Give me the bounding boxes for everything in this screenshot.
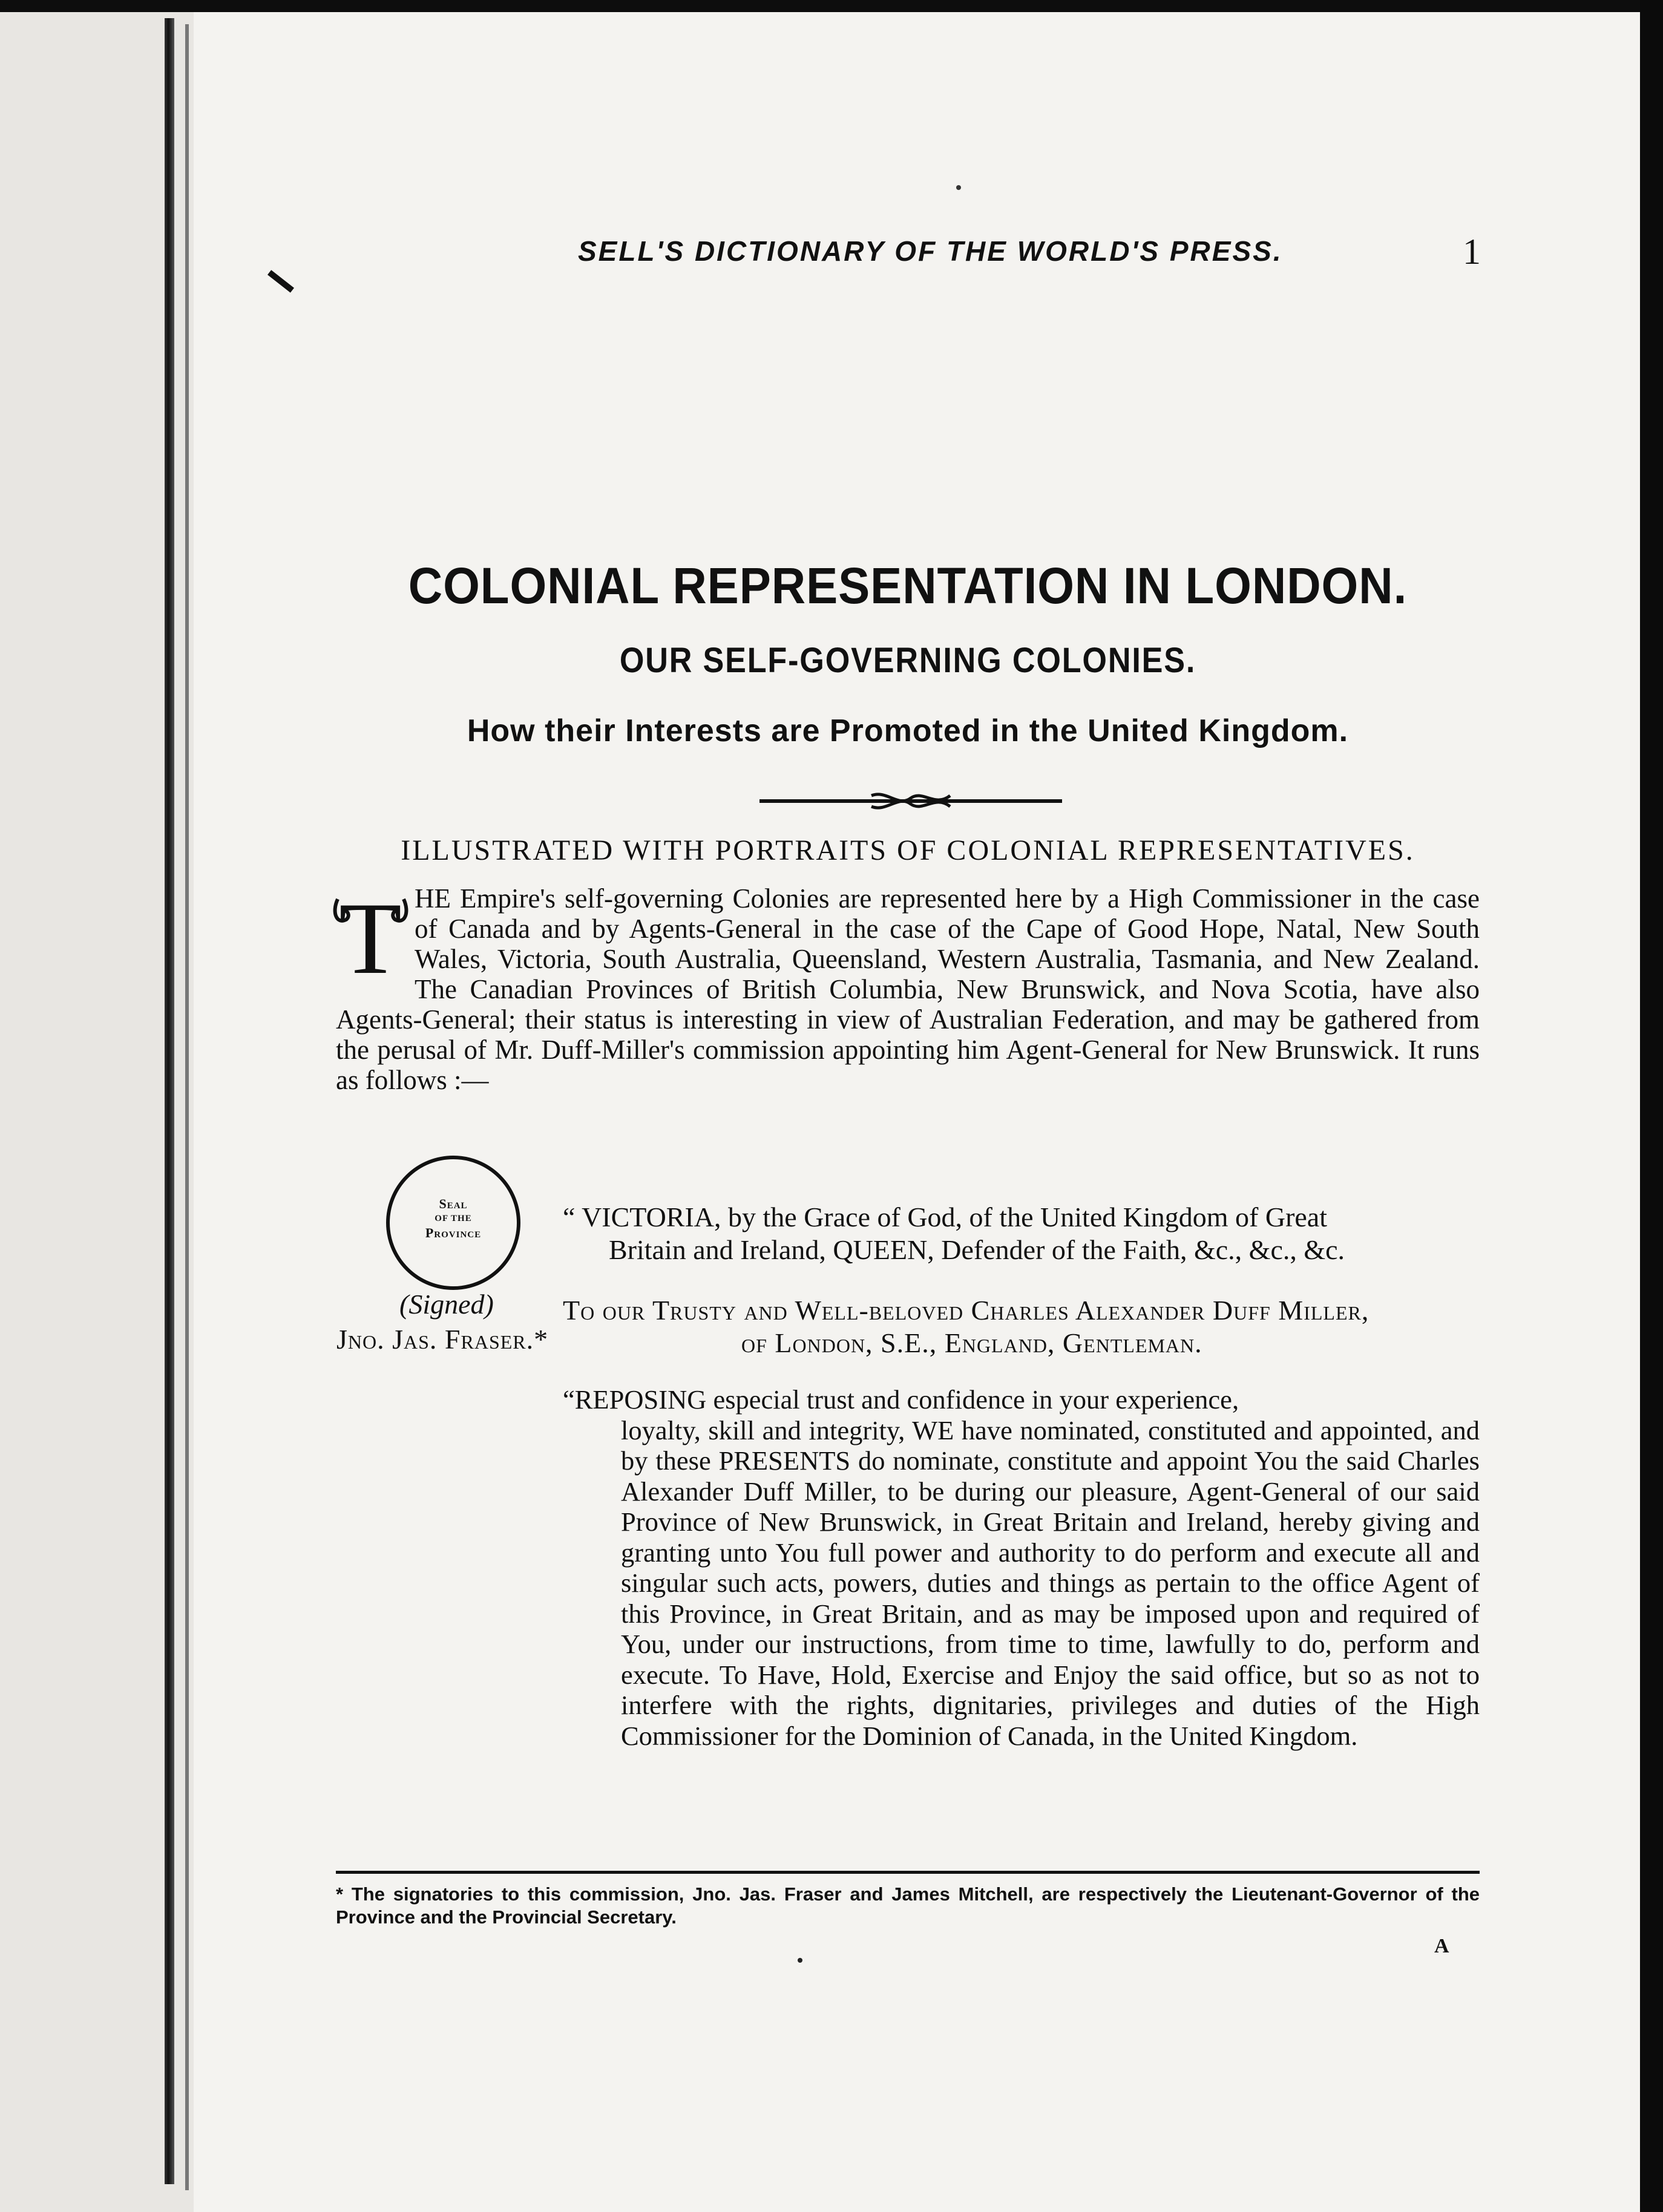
commission-text xyxy=(563,1384,1480,1751)
drop-cap-letter: T xyxy=(339,888,402,985)
section-subtitle: How their Interests are Promoted in the United Kingdom. xyxy=(467,713,1349,748)
page-number: 1 xyxy=(1463,232,1481,272)
scan-speck xyxy=(956,185,961,190)
signer-name: Jno. Jas. Fraser.* xyxy=(336,1324,549,1355)
footnote-rule xyxy=(336,1871,1480,1874)
commission-opening: “REPOSING especial trust and confidence in your experience, xyxy=(563,1384,1239,1415)
intro-paragraph xyxy=(336,883,1480,1095)
province-seal xyxy=(386,1156,520,1290)
document-page xyxy=(194,12,1640,2212)
scan-right-edge xyxy=(1640,0,1663,2212)
seal-line: Seal xyxy=(439,1196,468,1211)
seal-line: Province xyxy=(425,1225,482,1240)
binding-edge xyxy=(165,18,174,2184)
footnote: * The signatories to this commission, Jno. Jas. Fraser and James Mitchell, are respectively the Lieutenant-Governor of the Province and the Provincial Secretary. xyxy=(336,1883,1480,1928)
proclamation-line: “ VICTORIA, by the Grace of God, of the United Kingdom of Great xyxy=(563,1202,1328,1232)
proclamation-line: Britain and Ireland, QUEEN, Defender of the Faith, &c., &c., &c. xyxy=(609,1234,1345,1265)
ornament-rule xyxy=(759,790,1062,814)
illustration-note: ILLUSTRATED WITH PORTRAITS OF COLONIAL REPRESENTATIVES. xyxy=(401,834,1415,866)
addressee-line: of London, S.E., England, Gentleman. xyxy=(741,1327,1202,1358)
scan-speck xyxy=(798,1958,802,1963)
binding-shadow xyxy=(185,24,189,2190)
scan-top-edge xyxy=(0,0,1663,12)
main-title: COLONIAL REPRESENTATION IN LONDON. xyxy=(408,557,1408,614)
seal-line: OF THE xyxy=(435,1214,472,1223)
running-header xyxy=(578,232,1486,277)
signature-mark: A xyxy=(1434,1935,1449,1957)
sub-title: OUR SELF-GOVERNING COLONIES. xyxy=(619,641,1196,680)
commission-body: loyalty, skill and integrity, WE have nominated, constituted and appointed, and by these PRESENTS do nominate, constitute and appoint You the said Charles Alexander Duff Miller, to be during our pleasure, Agent-General of our said Province of New Brunswick, in Great Britain and Ireland, hereby giving and granting unto You full power and authority to do perform and execute all and singular such acts, powers, duties and things as pertain to the office Agent of this Province, in Great Britain, and as may be imposed upon and required of You, under our instructions, from time to time, lawfully to do, perform and execute. To Have, Hold, Exercise and Enjoy the said office, but so as not to interfere with the rights, dignitaries, privileges and duties of the High Commissioner for the Dominion of Canada, in the United Kingdom. xyxy=(621,1415,1480,1751)
signed-label: (Signed) xyxy=(399,1289,494,1320)
addressee-line: To our Trusty and Well-beloved Charles Alexander Duff Miller, xyxy=(563,1295,1369,1326)
running-title: SELL'S DICTIONARY OF THE WORLD'S PRESS. xyxy=(578,235,1283,267)
intro-text: HE Empire's self-governing Colonies are represented here by a High Commissioner in the case of Canada and by Agents-General in the case of the Cape of Good Hope, Natal, New South Wales, Victoria, South Australia, Queensland, Western Australia, Tasmania, and New Zealand. The Canadian Provinces of British Columbia, New Brunswick, and Nova Scotia, have also Agents-General; their status is interesting in view of Australian Federation, and may be gathered from the perusal of Mr. Duff-Miller's commission appointing him Agent-General for New Brunswick. It runs as follows :— xyxy=(336,883,1480,1095)
